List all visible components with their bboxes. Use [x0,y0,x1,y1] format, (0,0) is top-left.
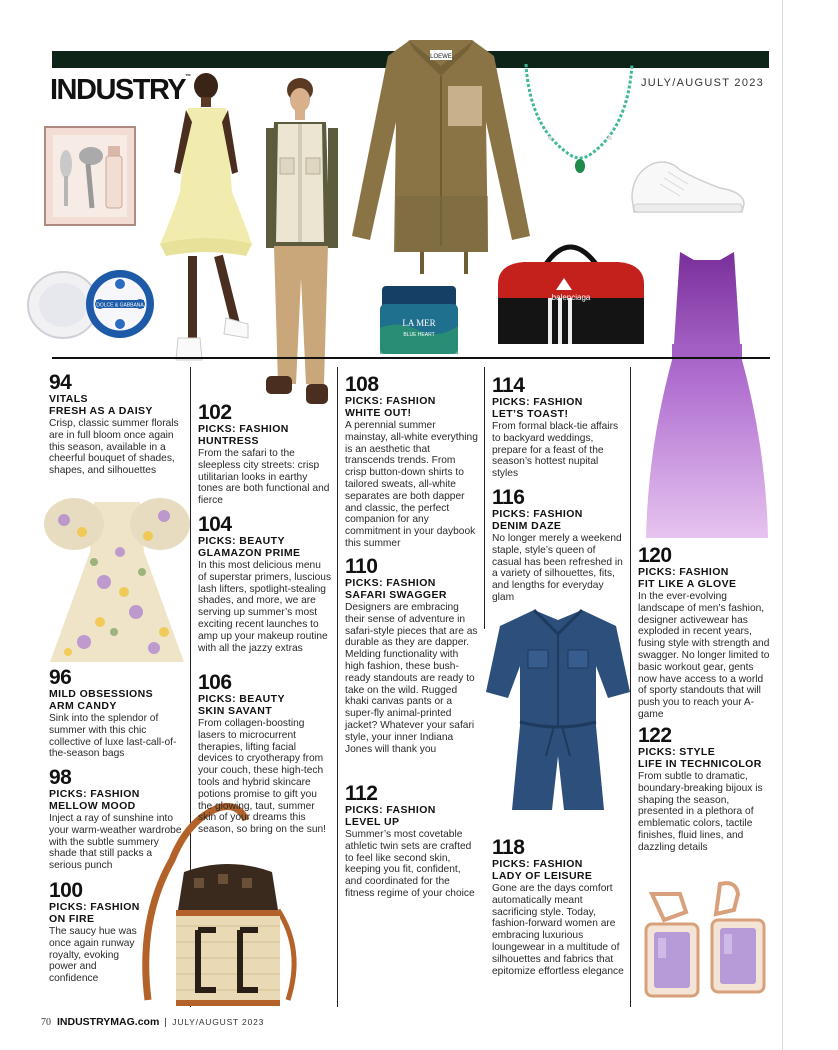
yellow-dress-model-image [148,72,260,362]
dolce-gabbana-compact-image [26,267,158,341]
magazine-url[interactable]: INDUSTRYMAG.com [57,1016,160,1028]
entry-title: FIT LIKE A GLOVE [638,578,737,590]
toc-entry-108[interactable] [345,374,483,550]
toc-entry-96[interactable] [49,667,187,760]
entry-title: SAFARI SWAGGER [345,589,447,601]
page-number: 112 [345,782,378,805]
amethyst-earrings-image [640,880,770,1010]
entry-title: MELLOW MOOD [49,800,136,812]
entry-description: Summer’s most covetable athletic twin sets are crafted to feel like second skin, keeping you fit, confident, and coordinated for the fitness regime of your choice [345,829,475,899]
page-footer [41,1016,264,1028]
entry-description: Crisp, classic summer florals are in full bloom once again this season, available in a cheerful bouquet of shades, shapes, and silhouettes [49,418,179,477]
section-label: PICKS: FASHION [198,423,289,435]
entry-title: DENIM DAZE [492,520,562,532]
jar-brand-label: LA MER [402,318,436,328]
section-label: PICKS: FASHION [345,395,436,407]
page-number: 122 [638,724,672,747]
page-number: 98 [49,766,72,789]
entry-description: A perennial summer mainstay, all-white everything is an aesthetic that transcends trends. From crisp button-down shirts to tailored sweats, all-white separates are both dapper and classic, the perfect companion for any commitment in your daybook this summer [345,420,478,549]
section-label: PICKS: FASHION [492,396,583,408]
la-mer-jar-image [378,284,460,356]
toc-entry-106[interactable] [198,672,334,836]
entry-title: SKIN SAVANT [198,705,273,717]
entry-title: LET’S TOAST! [492,408,569,420]
skincare-tools-image [44,126,136,226]
jar-sub-label: BLUE HEART [403,332,435,338]
page-number: 118 [492,836,525,859]
masthead: INDUSTRY™ [50,74,192,106]
safari-vest-model-image [252,78,352,412]
entry-title: WHITE OUT! [345,407,412,419]
section-label: MILD OBSESSIONS [49,688,154,700]
floral-dress-image [44,492,190,668]
section-label: PICKS: BEAUTY [198,693,285,705]
page-number: 106 [198,671,232,694]
entry-description: Inject a ray of sunshine into your warm-weather wardrobe with the subtle summery shade that still packs a serious punch [49,813,182,872]
issue-date: JULY/AUGUST 2023 [641,77,765,89]
footer-date: JULY/AUGUST 2023 [172,1017,265,1027]
entry-description: Sink into the splendor of summer with this chic collective of luxe last-call-of-the-season bags [49,713,177,760]
toc-entry-110[interactable] [345,556,483,755]
page-number: 104 [198,513,232,536]
page-number: 102 [198,401,232,424]
section-label: PICKS: FASHION [49,901,140,913]
entry-description: The saucy hue was once again runway royalty, evoking power and confidence [49,926,137,985]
section-label: PICKS: FASHION [345,804,436,816]
duffel-brand-label: balenciaga [551,293,591,302]
page-number: 116 [492,486,525,509]
entry-title: ARM CANDY [49,700,117,712]
toc-entry-94[interactable] [49,372,187,477]
page-number: 96 [49,666,72,689]
entry-title: ON FIRE [49,913,95,925]
entry-title: FRESH AS A DAISY [49,405,153,417]
entry-title: HUNTRESS [198,435,259,447]
entry-description: In this most delicious menu of superstar primers, luscious lash lifters, spotlight-stealing shades, and more, we are serving up summer’s most exciting recent launches to amp up your makeup routine with all the jazzy extras [198,560,332,654]
entry-title: LADY OF LEISURE [492,870,593,882]
toc-entry-118[interactable] [492,837,628,977]
entry-description: No longer merely a weekend staple, style’s queen of casual has been refreshed in a variety of silhouettes, fits, and lengths for everyday glam [492,533,623,603]
page-number: 114 [492,374,525,397]
green-necklace-image [520,60,638,184]
column-divider-3 [484,367,485,629]
entry-title: LEVEL UP [345,816,400,828]
entry-description: Designers are embracing their sense of adventure in safari-style pieces that are as durable as they are dapper. Melding functionality with high fashion, these bush-ready standouts are ready to take on the wild. Rugged khaki canvas pants or a super-fly animal-printed jacket? Whatever your safari style, your inner Indiana Jones will thank you [345,602,478,755]
section-label: PICKS: FASHION [49,788,140,800]
section-label: PICKS: BEAUTY [198,535,285,547]
page-number: 120 [638,544,672,567]
folio: 70 [41,1016,51,1028]
section-label: PICKS: FASHION [492,508,583,520]
balenciaga-duffel-image [494,234,648,352]
entry-title: GLAMAZON PRIME [198,547,301,559]
page-number: 94 [49,371,72,394]
section-label: PICKS: FASHION [638,566,729,578]
purple-dress-image [644,248,770,540]
entry-description: From collagen-boosting lasers to microcurrent therapies, lifting facial devices to cryotherapy from your couch, these high-tech tools and hybrid skincare potions promise to gift you the glowing, taut, summer skin of your dreams this season, so bring on the sun! [198,718,326,836]
section-label: VITALS [49,393,88,405]
section-label: PICKS: FASHION [492,858,583,870]
toc-entry-112[interactable] [345,783,483,900]
column-divider-2 [337,367,338,1007]
toc-entry-104[interactable] [198,514,334,654]
page-number: 100 [49,879,83,902]
entry-description: From subtle to dramatic, boundary-breaking bijoux is shaping the season, presented in a plethora of emblematic colors, tactile finishes, fluid lines, and dazzling details [638,771,763,853]
page-edge-rule [782,0,783,1050]
compact-brand-label: DOLCE & GABBANA [96,302,144,309]
section-label: PICKS: FASHION [345,577,436,589]
denim-romper-image [484,606,632,816]
toc-entry-120[interactable] [638,545,776,721]
page-number: 108 [345,373,379,396]
page-number: 110 [345,555,378,578]
section-rule [52,357,770,359]
entry-description: From the safari to the sleepless city streets: crisp utilitarian looks in earthy tones are both functional and fierce [198,448,330,507]
jacket-brand-label: LOEWE [430,54,452,60]
toc-entry-102[interactable] [198,402,334,507]
entry-description: In the ever-evolving landscape of men’s fashion, designer activewear has exploded in recent years, fusing style with strength and swagger. No longer limited to basic workout gear, gents now have access to a world of sporty standouts that will push you to reach your A-game [638,591,770,720]
entry-description: From formal black-tie affairs to backyard weddings, prepare for a feast of the season’s hottest nupital styles [492,421,619,480]
toc-entry-114[interactable] [492,375,628,480]
white-sneaker-image [628,154,748,218]
entry-title: LIFE IN TECHNICOLOR [638,758,762,770]
footer-separator [165,1018,166,1027]
section-label: PICKS: STYLE [638,746,716,758]
toc-entry-98[interactable] [49,767,187,872]
toc-entry-100[interactable] [49,880,149,985]
toc-entry-122[interactable] [638,725,776,854]
entry-description: Gone are the days comfort automatically meant sacrificing style. Today, fashion-forward women are embracing luxurious loungewear in a multitude of silhouettes and fabrics that epitomize effortless elegance [492,883,624,977]
toc-entry-116[interactable] [492,487,628,604]
